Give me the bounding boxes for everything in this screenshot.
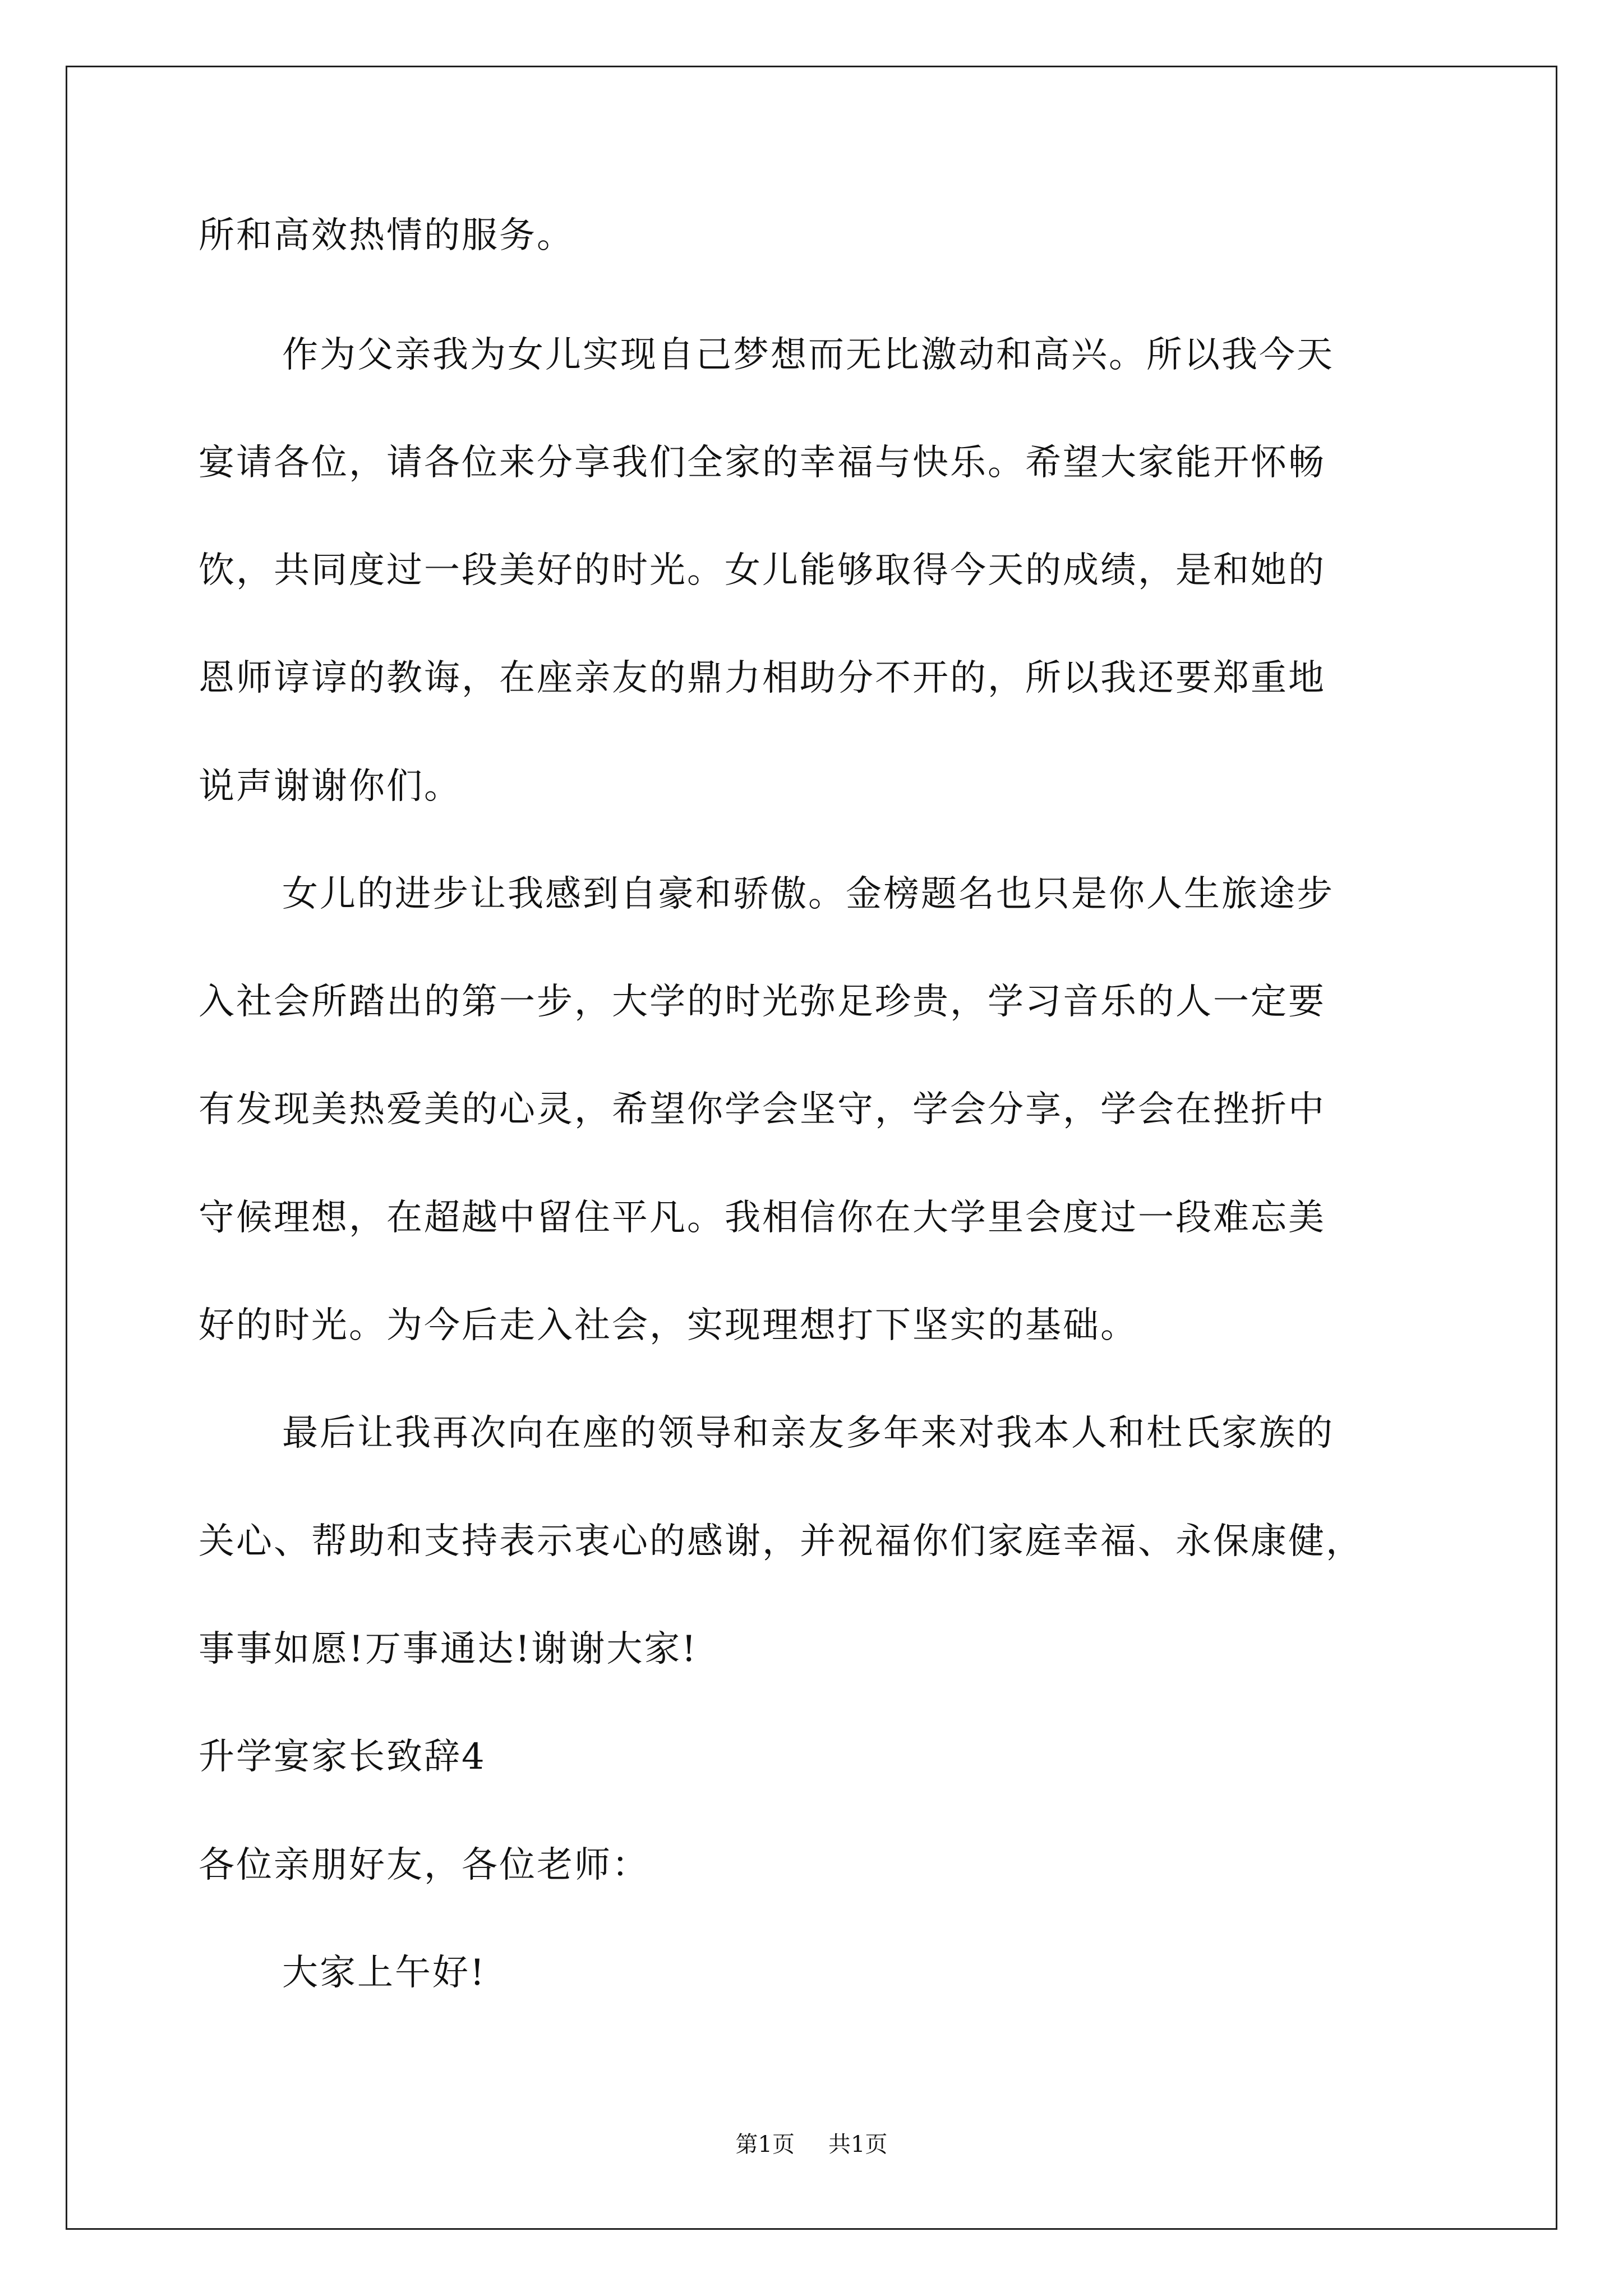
text-line-2: 作为父亲我为女儿实现自己梦想而无比激动和高兴。所以我今天 <box>282 334 1334 376</box>
salutation-line: 各位亲朋好友，各位老师： <box>199 1844 649 1886</box>
section-heading: 升学宴家长致辞4 <box>199 1736 486 1778</box>
greeting-line: 大家上午好! <box>282 1952 486 1994</box>
text-line-5: 恩师谆谆的教诲，在座亲友的鼎力相助分不开的，所以我还要郑重地 <box>199 657 1326 699</box>
text-line-13: 关心、帮助和支持表示衷心的感谢，并祝福你们家庭幸福、永保康健， <box>199 1521 1363 1562</box>
text-line-8: 入社会所踏出的第一步，大学的时光弥足珍贵，学习音乐的人一定要 <box>199 981 1326 1023</box>
text-line-6: 说声谢谢你们。 <box>199 766 462 807</box>
page-footer <box>0 2129 1623 2160</box>
text-line-1: 所和高效热情的服务。 <box>199 215 574 256</box>
text-line-4: 饮，共同度过一段美好的时光。女儿能够取得今天的成绩，是和她的 <box>199 550 1326 591</box>
text-line-10: 守候理想，在超越中留住平凡。我相信你在大学里会度过一段难忘美 <box>199 1197 1326 1239</box>
text-line-3: 宴请各位，请各位来分享我们全家的幸福与快乐。希望大家能开怀畅 <box>199 442 1326 484</box>
text-line-7: 女儿的进步让我感到自豪和骄傲。金榜题名也只是你人生旅途步 <box>282 873 1334 915</box>
text-line-14: 事事如愿!万事通达!谢谢大家! <box>199 1628 698 1670</box>
page-total: 共1页 <box>828 2132 888 2157</box>
page-current: 第1页 <box>735 2132 795 2157</box>
page-frame <box>66 66 1557 2230</box>
text-line-11: 好的时光。为今后走入社会，实现理想打下坚实的基础。 <box>199 1305 1138 1346</box>
text-line-12: 最后让我再次向在座的领导和亲友多年来对我本人和杜氏家族的 <box>282 1412 1334 1454</box>
text-line-9: 有发现美热爱美的心灵，希望你学会坚守，学会分享，学会在挫折中 <box>199 1089 1326 1130</box>
